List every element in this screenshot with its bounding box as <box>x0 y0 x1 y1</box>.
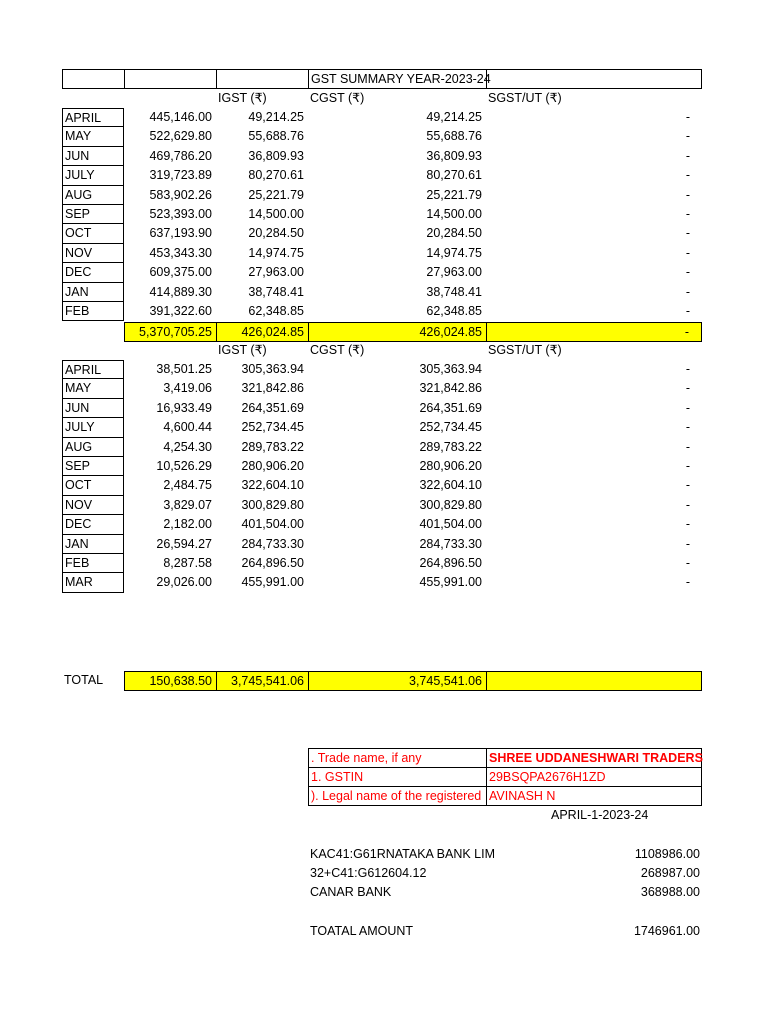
legal-name-value: AVINASH N <box>486 786 702 806</box>
month-cell: SEP <box>62 457 124 476</box>
table-row <box>0 166 768 185</box>
cgst-cell: 305,363.94 <box>419 362 482 376</box>
sgst-cell: - <box>685 226 690 241</box>
igst-cell: 280,906.20 <box>241 459 304 473</box>
cgst-cell: 321,842.86 <box>419 381 482 396</box>
igst-cell: 455,991.00 <box>241 575 304 590</box>
trade-name-label: . Trade name, if any <box>308 748 487 768</box>
cgst-cell: 36,809.93 <box>426 148 482 163</box>
cgst-cell: 264,351.69 <box>419 400 482 415</box>
igst-cell: 284,733.30 <box>241 536 304 551</box>
cgst-cell: 264,896.50 <box>419 556 482 570</box>
section1-total-d: - <box>486 322 702 342</box>
month-cell: JUN <box>62 399 124 418</box>
value-cell: 523,393.00 <box>149 207 212 221</box>
sgst-cell: - <box>685 362 690 376</box>
table-row <box>0 244 768 263</box>
value-cell: 637,193.90 <box>149 226 212 241</box>
header-sgst-1: SGST/UT (₹) <box>488 91 562 105</box>
igst-cell: 321,842.86 <box>241 381 304 396</box>
table-row <box>0 535 768 554</box>
sgst-cell: - <box>685 420 690 435</box>
month-cell: FEB <box>62 302 124 321</box>
header-cgst-2: CGST (₹) <box>310 343 365 357</box>
igst-cell: 80,270.61 <box>248 168 304 183</box>
cgst-cell: 25,221.79 <box>426 187 482 202</box>
header-sgst-2: SGST/UT (₹) <box>488 343 562 357</box>
sgst-cell: - <box>685 245 690 260</box>
bank-label: KAC41:G61RNATAKA BANK LIM <box>310 847 496 861</box>
section1-total-a: 5,370,705.25 <box>124 322 217 342</box>
table-row <box>0 418 768 437</box>
month-cell: DEC <box>62 263 124 282</box>
igst-cell: 62,348.85 <box>248 304 304 318</box>
month-cell: JULY <box>62 166 124 185</box>
table-row <box>0 496 768 515</box>
value-cell: 3,829.07 <box>163 497 212 512</box>
igst-cell: 264,896.50 <box>241 556 304 570</box>
cgst-cell: 280,906.20 <box>419 459 482 473</box>
cgst-cell: 62,348.85 <box>426 304 482 318</box>
gstin-label: 1. GSTIN <box>308 767 487 787</box>
month-cell: MAY <box>62 127 124 146</box>
table-row <box>0 379 768 398</box>
sgst-cell: - <box>685 148 690 163</box>
month-cell: FEB <box>62 554 124 573</box>
table-row <box>0 127 768 146</box>
sgst-cell: - <box>685 517 690 532</box>
table-row <box>0 476 768 495</box>
sgst-cell: - <box>685 439 690 454</box>
value-cell: 26,594.27 <box>156 536 212 551</box>
month-cell: NOV <box>62 244 124 263</box>
cgst-cell: 322,604.10 <box>419 478 482 493</box>
value-cell: 453,343.30 <box>149 245 212 260</box>
igst-cell: 38,748.41 <box>248 284 304 299</box>
value-cell: 469,786.20 <box>149 148 212 163</box>
bank-amount: 368988.00 <box>640 885 700 899</box>
value-cell: 319,723.89 <box>149 168 212 183</box>
value-cell: 414,889.30 <box>149 284 212 299</box>
table-row <box>0 205 768 224</box>
igst-cell: 14,500.00 <box>248 207 304 221</box>
value-cell: 38,501.25 <box>156 362 212 376</box>
table-row <box>0 457 768 476</box>
month-cell: AUG <box>62 438 124 457</box>
sgst-cell: - <box>685 497 690 512</box>
table-row <box>0 147 768 166</box>
table-row <box>0 283 768 302</box>
month-cell: OCT <box>62 476 124 495</box>
value-cell: 16,933.49 <box>156 400 212 415</box>
cgst-cell: 14,974.75 <box>426 245 482 260</box>
table-row <box>0 224 768 243</box>
igst-cell: 322,604.10 <box>241 478 304 493</box>
section1-total-b: 426,024.85 <box>216 322 309 342</box>
igst-cell: 264,351.69 <box>241 400 304 415</box>
table-row <box>0 186 768 205</box>
cgst-cell: 284,733.30 <box>419 536 482 551</box>
month-cell: MAY <box>62 379 124 398</box>
title-cell-3 <box>216 69 309 89</box>
month-cell: DEC <box>62 515 124 534</box>
month-cell: JULY <box>62 418 124 437</box>
title-cell-1 <box>62 69 125 89</box>
month-cell: SEP <box>62 205 124 224</box>
month-cell: JAN <box>62 283 124 302</box>
total-b: 3,745,541.06 <box>216 671 309 691</box>
sgst-cell: - <box>685 478 690 493</box>
month-cell: JAN <box>62 535 124 554</box>
cgst-cell: 80,270.61 <box>426 168 482 183</box>
cgst-cell: 55,688.76 <box>426 129 482 144</box>
value-cell: 4,254.30 <box>163 439 212 454</box>
value-cell: 8,287.58 <box>163 556 212 570</box>
total-c: 3,745,541.06 <box>308 671 487 691</box>
value-cell: 445,146.00 <box>149 110 212 124</box>
sgst-cell: - <box>685 536 690 551</box>
value-cell: 4,600.44 <box>163 420 212 435</box>
month-cell: APRIL <box>62 108 124 127</box>
value-cell: 3,419.06 <box>163 381 212 396</box>
trade-name-value: SHREE UDDANESHWARI TRADERS <box>486 748 702 768</box>
period-label: APRIL-1-2023-24 <box>551 808 649 822</box>
value-cell: 609,375.00 <box>149 265 212 280</box>
value-cell: 29,026.00 <box>156 575 212 590</box>
igst-cell: 401,504.00 <box>241 517 304 532</box>
month-cell: AUG <box>62 186 124 205</box>
sgst-cell: - <box>685 265 690 280</box>
table-row <box>0 399 768 418</box>
cgst-cell: 20,284.50 <box>426 226 482 241</box>
bank-amount: 268987.00 <box>640 866 700 880</box>
sheet-title: GST SUMMARY YEAR-2023-24 <box>308 69 487 89</box>
cgst-cell: 38,748.41 <box>426 284 482 299</box>
grand-total-amount: 1746961.00 <box>633 924 700 938</box>
month-cell: MAR <box>62 573 124 592</box>
sgst-cell: - <box>685 129 690 144</box>
igst-cell: 27,963.00 <box>248 265 304 280</box>
header-cgst-1: CGST (₹) <box>310 91 365 105</box>
header-igst-2: IGST (₹) <box>218 343 267 357</box>
month-cell: OCT <box>62 224 124 243</box>
sgst-cell: - <box>685 168 690 183</box>
cgst-cell: 289,783.22 <box>419 439 482 454</box>
bank-label: 32+C41:G612604.12 <box>310 866 427 880</box>
total-a: 150,638.50 <box>124 671 217 691</box>
value-cell: 10,526.29 <box>156 459 212 473</box>
sgst-cell: - <box>685 381 690 396</box>
cgst-cell: 401,504.00 <box>419 517 482 532</box>
table-row <box>0 108 768 127</box>
cgst-cell: 300,829.80 <box>419 497 482 512</box>
cgst-cell: 455,991.00 <box>419 575 482 590</box>
value-cell: 2,182.00 <box>163 517 212 532</box>
value-cell: 522,629.80 <box>149 129 212 144</box>
table-row <box>0 515 768 534</box>
gstin-value: 29BSQPA2676H1ZD <box>486 767 702 787</box>
sgst-cell: - <box>685 284 690 299</box>
section1-total-c: 426,024.85 <box>308 322 487 342</box>
table-row <box>0 263 768 282</box>
table-row <box>0 554 768 573</box>
sgst-cell: - <box>685 400 690 415</box>
value-cell: 583,902.26 <box>149 187 212 202</box>
igst-cell: 300,829.80 <box>241 497 304 512</box>
sgst-cell: - <box>685 575 690 590</box>
month-cell: APRIL <box>62 360 124 379</box>
sgst-cell: - <box>685 187 690 202</box>
igst-cell: 25,221.79 <box>248 187 304 202</box>
title-cell-2 <box>124 69 217 89</box>
cgst-cell: 27,963.00 <box>426 265 482 280</box>
sgst-cell: - <box>685 556 690 570</box>
cgst-cell: 252,734.45 <box>419 420 482 435</box>
total-label: TOTAL <box>64 673 104 687</box>
igst-cell: 289,783.22 <box>241 439 304 454</box>
sgst-cell: - <box>685 304 690 318</box>
igst-cell: 36,809.93 <box>248 148 304 163</box>
value-cell: 2,484.75 <box>163 478 212 493</box>
igst-cell: 20,284.50 <box>248 226 304 241</box>
igst-cell: 49,214.25 <box>248 110 304 124</box>
legal-name-label: ). Legal name of the registered <box>308 786 487 806</box>
table-row <box>0 573 768 592</box>
cgst-cell: 49,214.25 <box>426 110 482 124</box>
igst-cell: 305,363.94 <box>241 362 304 376</box>
value-cell: 391,322.60 <box>149 304 212 318</box>
table-row <box>0 438 768 457</box>
sgst-cell: - <box>685 459 690 473</box>
month-cell: NOV <box>62 496 124 515</box>
igst-cell: 252,734.45 <box>241 420 304 435</box>
table-row <box>0 360 768 379</box>
grand-total-label: TOATAL AMOUNT <box>310 924 414 938</box>
cgst-cell: 14,500.00 <box>426 207 482 221</box>
month-cell: JUN <box>62 147 124 166</box>
table-row <box>0 302 768 321</box>
bank-amount: 1108986.00 <box>634 847 700 861</box>
igst-cell: 55,688.76 <box>248 129 304 144</box>
sgst-cell: - <box>685 110 690 124</box>
total-d <box>486 671 702 691</box>
sgst-cell: - <box>685 207 690 221</box>
igst-cell: 14,974.75 <box>248 245 304 260</box>
bank-label: CANAR BANK <box>310 885 392 899</box>
header-igst-1: IGST (₹) <box>218 91 267 105</box>
title-cell-5 <box>486 69 702 89</box>
